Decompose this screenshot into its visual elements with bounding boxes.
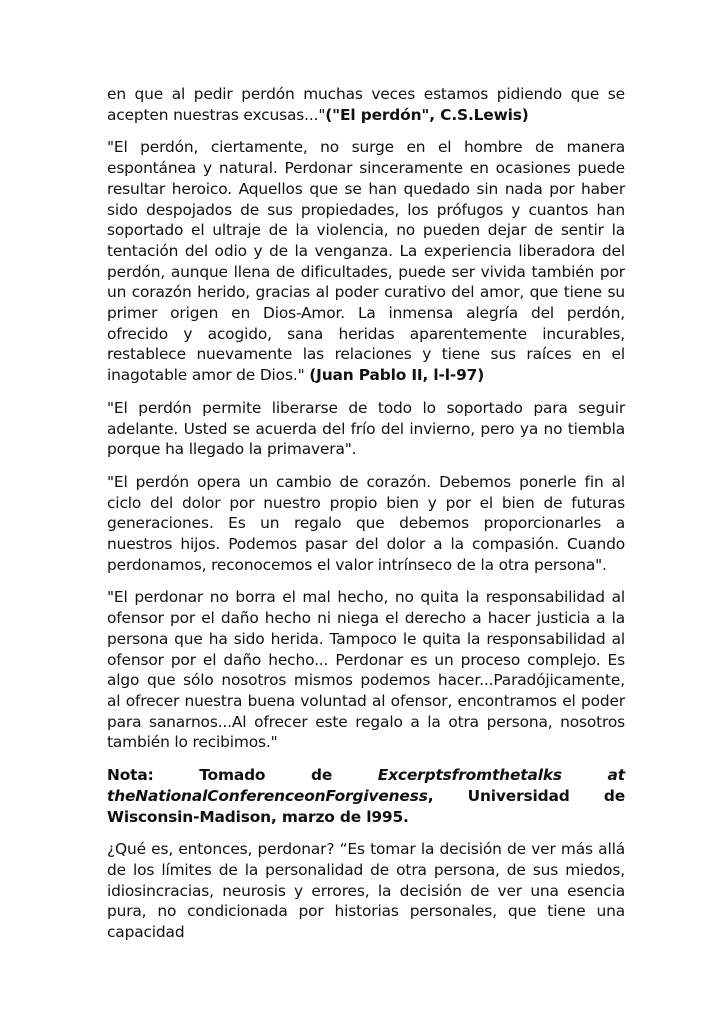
note-source: Excerptsfromthetalks at theNationalConferenceonForgiveness [107, 766, 625, 805]
source-note [107, 765, 625, 827]
paragraph-text: "El perdón opera un cambio de corazón. Debemos ponerle fin al ciclo del dolor por nuestro propio bien y por el bien de futuras generaciones. Es un regalo que debemos proporcionarles a nuestros hijos. Podemos pasar del dolor a la compasión. Cuando perdonamos, reconocemos el valor intrínseco de la otra persona". [107, 472, 625, 574]
paragraph-what-is-forgiving [107, 839, 625, 943]
paragraph-text: ¿Qué es, entonces, perdonar? “Es tomar la decisión de ver más allá de los límites de la personalidad de otra persona, de sus miedos, idiosincracias, neurosis y errores, la decisión de ver una esencia pura, no condicionada por historias personales, que tiene una capacidad [107, 840, 625, 942]
paragraph-juan-pablo-quote [107, 137, 625, 385]
paragraph-heart-change-quote [107, 472, 625, 576]
paragraph-text: "El perdonar no borra el mal hecho, no quita la responsabilidad al ofensor por el daño hecho ni niega el derecho a hacer justicia a la persona que ha sido herida. Tampoco le quita la responsabilidad al ofensor por el daño hecho... Perdonar es un proceso complejo. Es algo que sólo nosotros mismos podemos hacer...Paradójicamente, al ofrecer nuestra buena voluntad al ofensor, encontramos el poder para sanarnos...Al ofrecer este regalo a la otra persona, nosotros también lo recibimos." [107, 588, 625, 752]
citation: ("El perdón", C.S.Lewis) [325, 105, 529, 124]
paragraph-text: en que al pedir perdón muchas veces estamos pidiendo que se acepten nuestras excusas..." [107, 85, 625, 124]
paragraph-forgiving-quote [107, 587, 625, 753]
note-prefix: Nota: Tomado de [107, 766, 378, 785]
paragraph-winter-quote [107, 398, 625, 460]
citation: (Juan Pablo II, l-l-97) [309, 366, 485, 385]
paragraph-lewis-quote [107, 84, 625, 125]
paragraph-text: "El perdón, ciertamente, no surge en el hombre de manera espontánea y natural. Perdonar sinceramente en ocasiones puede resultar heroico. Aquellos que se han quedado sin nada por haber sido despojados de sus propiedades, los prófugos y cuantos han soportado el ultraje de la violencia, no pueden dejar de sentir la tentación del odio y de la venganza. La experiencia liberadora del perdón, aunque llena de dificultades, puede ser vivida también por un corazón herido, gracias al poder curativo del amor, que tiene su primer origen en Dios-Amor. La inmensa alegría del perdón, ofrecido y acogido, sana heridas aparentemente incurables, restablece nuevamente las relaciones y tiene sus raíces en el inagotable amor de Dios." [107, 138, 625, 385]
paragraph-text: "El perdón permite liberarse de todo lo soportado para seguir adelante. Usted se acuerda del frío del invierno, pero ya no tiembla porque ha llegado la primavera". [107, 398, 625, 459]
document-page [107, 84, 625, 955]
note-suffix: , Universidad de Wisconsin-Madison, marzo de l995. [107, 786, 625, 826]
